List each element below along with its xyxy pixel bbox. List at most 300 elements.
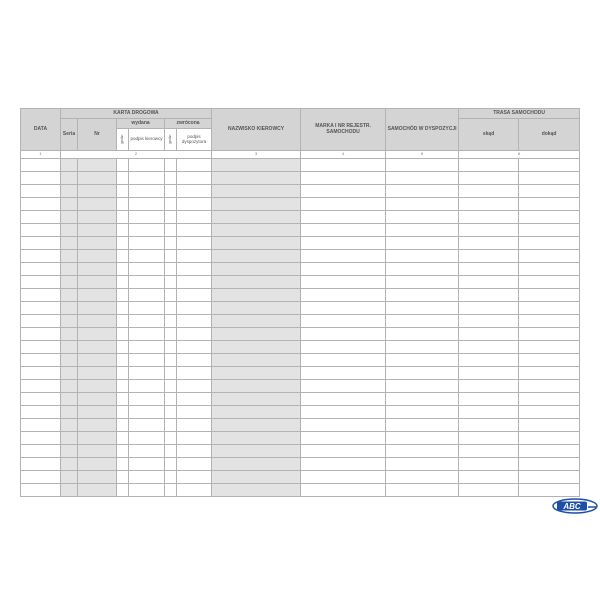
cell-nr[interactable] (78, 471, 117, 484)
cell-seria[interactable] (61, 432, 78, 445)
cell-nazwisko-kierowcy[interactable] (212, 432, 301, 445)
cell-nazwisko-kierowcy[interactable] (212, 471, 301, 484)
cell-seria[interactable] (61, 224, 78, 237)
cell-podpis-dyspozytora[interactable] (177, 237, 212, 250)
cell-godz-wydana[interactable] (117, 380, 129, 393)
cell-nr[interactable] (78, 419, 117, 432)
cell-podpis-dyspozytora[interactable] (177, 185, 212, 198)
cell-godz-zwrocona[interactable] (165, 198, 177, 211)
cell-dokad[interactable] (519, 484, 580, 497)
cell-dokad[interactable] (519, 276, 580, 289)
cell-samochod[interactable] (386, 263, 459, 276)
cell-godz-wydana[interactable] (117, 198, 129, 211)
cell-podpis-kierowcy[interactable] (129, 471, 165, 484)
cell-nr[interactable] (78, 341, 117, 354)
cell-nazwisko-kierowcy[interactable] (212, 354, 301, 367)
cell-data[interactable] (21, 250, 61, 263)
cell-samochod[interactable] (386, 341, 459, 354)
cell-nazwisko-kierowcy[interactable] (212, 458, 301, 471)
cell-samochod[interactable] (386, 458, 459, 471)
cell-podpis-dyspozytora[interactable] (177, 211, 212, 224)
cell-nazwisko-kierowcy[interactable] (212, 302, 301, 315)
cell-podpis-kierowcy[interactable] (129, 263, 165, 276)
cell-podpis-kierowcy[interactable] (129, 432, 165, 445)
cell-skad[interactable] (459, 471, 519, 484)
cell-marka[interactable] (301, 198, 386, 211)
cell-nr[interactable] (78, 393, 117, 406)
cell-samochod[interactable] (386, 328, 459, 341)
cell-samochod[interactable] (386, 393, 459, 406)
cell-samochod[interactable] (386, 406, 459, 419)
cell-godz-zwrocona[interactable] (165, 484, 177, 497)
cell-skad[interactable] (459, 484, 519, 497)
cell-dokad[interactable] (519, 250, 580, 263)
cell-nazwisko-kierowcy[interactable] (212, 419, 301, 432)
cell-godz-wydana[interactable] (117, 393, 129, 406)
cell-podpis-dyspozytora[interactable] (177, 393, 212, 406)
cell-podpis-dyspozytora[interactable] (177, 302, 212, 315)
cell-godz-wydana[interactable] (117, 354, 129, 367)
cell-godz-wydana[interactable] (117, 367, 129, 380)
cell-marka[interactable] (301, 328, 386, 341)
cell-seria[interactable] (61, 445, 78, 458)
cell-seria[interactable] (61, 185, 78, 198)
cell-podpis-dyspozytora[interactable] (177, 458, 212, 471)
cell-samochod[interactable] (386, 289, 459, 302)
cell-data[interactable] (21, 432, 61, 445)
cell-godz-zwrocona[interactable] (165, 302, 177, 315)
cell-marka[interactable] (301, 289, 386, 302)
cell-seria[interactable] (61, 458, 78, 471)
cell-seria[interactable] (61, 302, 78, 315)
cell-marka[interactable] (301, 276, 386, 289)
cell-seria[interactable] (61, 172, 78, 185)
cell-podpis-dyspozytora[interactable] (177, 159, 212, 172)
cell-godz-zwrocona[interactable] (165, 172, 177, 185)
cell-dokad[interactable] (519, 341, 580, 354)
cell-marka[interactable] (301, 224, 386, 237)
cell-dokad[interactable] (519, 159, 580, 172)
cell-data[interactable] (21, 289, 61, 302)
cell-skad[interactable] (459, 211, 519, 224)
cell-marka[interactable] (301, 211, 386, 224)
cell-podpis-kierowcy[interactable] (129, 302, 165, 315)
cell-marka[interactable] (301, 367, 386, 380)
cell-seria[interactable] (61, 250, 78, 263)
cell-podpis-kierowcy[interactable] (129, 211, 165, 224)
cell-nazwisko-kierowcy[interactable] (212, 328, 301, 341)
cell-skad[interactable] (459, 315, 519, 328)
cell-nazwisko-kierowcy[interactable] (212, 172, 301, 185)
cell-podpis-dyspozytora[interactable] (177, 172, 212, 185)
cell-skad[interactable] (459, 276, 519, 289)
cell-nazwisko-kierowcy[interactable] (212, 198, 301, 211)
cell-dokad[interactable] (519, 354, 580, 367)
cell-samochod[interactable] (386, 315, 459, 328)
cell-podpis-kierowcy[interactable] (129, 185, 165, 198)
cell-godz-zwrocona[interactable] (165, 458, 177, 471)
cell-nr[interactable] (78, 185, 117, 198)
cell-godz-zwrocona[interactable] (165, 263, 177, 276)
cell-godz-wydana[interactable] (117, 289, 129, 302)
cell-skad[interactable] (459, 393, 519, 406)
cell-dokad[interactable] (519, 367, 580, 380)
cell-marka[interactable] (301, 315, 386, 328)
cell-godz-zwrocona[interactable] (165, 445, 177, 458)
cell-podpis-kierowcy[interactable] (129, 393, 165, 406)
cell-marka[interactable] (301, 237, 386, 250)
cell-dokad[interactable] (519, 185, 580, 198)
cell-seria[interactable] (61, 406, 78, 419)
cell-podpis-dyspozytora[interactable] (177, 263, 212, 276)
cell-seria[interactable] (61, 237, 78, 250)
cell-data[interactable] (21, 328, 61, 341)
cell-nr[interactable] (78, 445, 117, 458)
cell-godz-wydana[interactable] (117, 419, 129, 432)
cell-podpis-kierowcy[interactable] (129, 237, 165, 250)
cell-data[interactable] (21, 315, 61, 328)
cell-godz-wydana[interactable] (117, 185, 129, 198)
cell-marka[interactable] (301, 159, 386, 172)
cell-godz-zwrocona[interactable] (165, 276, 177, 289)
cell-nazwisko-kierowcy[interactable] (212, 445, 301, 458)
cell-seria[interactable] (61, 289, 78, 302)
cell-godz-zwrocona[interactable] (165, 380, 177, 393)
cell-skad[interactable] (459, 328, 519, 341)
cell-podpis-kierowcy[interactable] (129, 159, 165, 172)
cell-dokad[interactable] (519, 211, 580, 224)
cell-godz-zwrocona[interactable] (165, 432, 177, 445)
cell-podpis-dyspozytora[interactable] (177, 276, 212, 289)
cell-godz-wydana[interactable] (117, 406, 129, 419)
cell-dokad[interactable] (519, 471, 580, 484)
cell-skad[interactable] (459, 185, 519, 198)
cell-nr[interactable] (78, 237, 117, 250)
cell-seria[interactable] (61, 393, 78, 406)
cell-seria[interactable] (61, 484, 78, 497)
cell-nazwisko-kierowcy[interactable] (212, 263, 301, 276)
cell-nr[interactable] (78, 315, 117, 328)
cell-samochod[interactable] (386, 471, 459, 484)
cell-podpis-dyspozytora[interactable] (177, 445, 212, 458)
cell-skad[interactable] (459, 380, 519, 393)
cell-skad[interactable] (459, 289, 519, 302)
cell-godz-zwrocona[interactable] (165, 250, 177, 263)
cell-data[interactable] (21, 276, 61, 289)
cell-marka[interactable] (301, 484, 386, 497)
cell-godz-zwrocona[interactable] (165, 289, 177, 302)
cell-data[interactable] (21, 341, 61, 354)
cell-skad[interactable] (459, 445, 519, 458)
cell-marka[interactable] (301, 419, 386, 432)
cell-nazwisko-kierowcy[interactable] (212, 393, 301, 406)
cell-godz-zwrocona[interactable] (165, 419, 177, 432)
cell-nr[interactable] (78, 159, 117, 172)
cell-dokad[interactable] (519, 406, 580, 419)
cell-godz-wydana[interactable] (117, 315, 129, 328)
cell-data[interactable] (21, 263, 61, 276)
cell-samochod[interactable] (386, 237, 459, 250)
cell-data[interactable] (21, 198, 61, 211)
cell-godz-wydana[interactable] (117, 445, 129, 458)
cell-nr[interactable] (78, 354, 117, 367)
cell-skad[interactable] (459, 367, 519, 380)
cell-godz-zwrocona[interactable] (165, 315, 177, 328)
cell-podpis-kierowcy[interactable] (129, 328, 165, 341)
cell-nr[interactable] (78, 484, 117, 497)
cell-skad[interactable] (459, 419, 519, 432)
cell-godz-zwrocona[interactable] (165, 159, 177, 172)
cell-nr[interactable] (78, 198, 117, 211)
cell-dokad[interactable] (519, 302, 580, 315)
cell-nazwisko-kierowcy[interactable] (212, 250, 301, 263)
cell-podpis-kierowcy[interactable] (129, 289, 165, 302)
cell-godz-wydana[interactable] (117, 250, 129, 263)
cell-skad[interactable] (459, 198, 519, 211)
cell-samochod[interactable] (386, 250, 459, 263)
cell-data[interactable] (21, 471, 61, 484)
cell-podpis-dyspozytora[interactable] (177, 198, 212, 211)
cell-podpis-dyspozytora[interactable] (177, 341, 212, 354)
cell-nazwisko-kierowcy[interactable] (212, 367, 301, 380)
cell-nazwisko-kierowcy[interactable] (212, 406, 301, 419)
cell-marka[interactable] (301, 172, 386, 185)
cell-nr[interactable] (78, 263, 117, 276)
cell-podpis-dyspozytora[interactable] (177, 419, 212, 432)
cell-godz-zwrocona[interactable] (165, 354, 177, 367)
cell-godz-zwrocona[interactable] (165, 393, 177, 406)
cell-podpis-dyspozytora[interactable] (177, 289, 212, 302)
cell-samochod[interactable] (386, 211, 459, 224)
cell-marka[interactable] (301, 263, 386, 276)
cell-podpis-kierowcy[interactable] (129, 224, 165, 237)
cell-data[interactable] (21, 419, 61, 432)
cell-godz-wydana[interactable] (117, 224, 129, 237)
cell-godz-zwrocona[interactable] (165, 341, 177, 354)
cell-podpis-kierowcy[interactable] (129, 198, 165, 211)
cell-seria[interactable] (61, 263, 78, 276)
cell-podpis-dyspozytora[interactable] (177, 224, 212, 237)
cell-data[interactable] (21, 458, 61, 471)
cell-skad[interactable] (459, 406, 519, 419)
cell-samochod[interactable] (386, 484, 459, 497)
cell-podpis-dyspozytora[interactable] (177, 471, 212, 484)
cell-podpis-kierowcy[interactable] (129, 380, 165, 393)
cell-podpis-kierowcy[interactable] (129, 484, 165, 497)
cell-samochod[interactable] (386, 367, 459, 380)
cell-seria[interactable] (61, 159, 78, 172)
cell-godz-zwrocona[interactable] (165, 367, 177, 380)
cell-skad[interactable] (459, 354, 519, 367)
cell-podpis-dyspozytora[interactable] (177, 380, 212, 393)
cell-samochod[interactable] (386, 172, 459, 185)
cell-samochod[interactable] (386, 445, 459, 458)
cell-podpis-dyspozytora[interactable] (177, 250, 212, 263)
cell-marka[interactable] (301, 393, 386, 406)
cell-godz-wydana[interactable] (117, 471, 129, 484)
cell-dokad[interactable] (519, 172, 580, 185)
cell-seria[interactable] (61, 211, 78, 224)
cell-godz-wydana[interactable] (117, 302, 129, 315)
cell-godz-wydana[interactable] (117, 341, 129, 354)
cell-samochod[interactable] (386, 198, 459, 211)
cell-podpis-kierowcy[interactable] (129, 276, 165, 289)
cell-dokad[interactable] (519, 445, 580, 458)
cell-marka[interactable] (301, 471, 386, 484)
cell-seria[interactable] (61, 315, 78, 328)
cell-marka[interactable] (301, 354, 386, 367)
cell-nr[interactable] (78, 276, 117, 289)
cell-godz-wydana[interactable] (117, 172, 129, 185)
cell-skad[interactable] (459, 263, 519, 276)
cell-nr[interactable] (78, 211, 117, 224)
cell-godz-wydana[interactable] (117, 458, 129, 471)
cell-dokad[interactable] (519, 224, 580, 237)
cell-data[interactable] (21, 380, 61, 393)
cell-marka[interactable] (301, 250, 386, 263)
cell-marka[interactable] (301, 185, 386, 198)
cell-nr[interactable] (78, 380, 117, 393)
cell-nr[interactable] (78, 458, 117, 471)
cell-nazwisko-kierowcy[interactable] (212, 276, 301, 289)
cell-dokad[interactable] (519, 263, 580, 276)
cell-data[interactable] (21, 211, 61, 224)
cell-godz-zwrocona[interactable] (165, 237, 177, 250)
cell-podpis-dyspozytora[interactable] (177, 406, 212, 419)
cell-marka[interactable] (301, 380, 386, 393)
cell-nr[interactable] (78, 289, 117, 302)
cell-nr[interactable] (78, 172, 117, 185)
cell-data[interactable] (21, 367, 61, 380)
cell-data[interactable] (21, 172, 61, 185)
cell-samochod[interactable] (386, 159, 459, 172)
cell-data[interactable] (21, 302, 61, 315)
cell-podpis-dyspozytora[interactable] (177, 432, 212, 445)
cell-godz-zwrocona[interactable] (165, 406, 177, 419)
cell-podpis-kierowcy[interactable] (129, 354, 165, 367)
cell-nazwisko-kierowcy[interactable] (212, 484, 301, 497)
cell-podpis-kierowcy[interactable] (129, 445, 165, 458)
cell-dokad[interactable] (519, 432, 580, 445)
cell-podpis-dyspozytora[interactable] (177, 484, 212, 497)
cell-samochod[interactable] (386, 276, 459, 289)
cell-skad[interactable] (459, 341, 519, 354)
cell-dokad[interactable] (519, 289, 580, 302)
cell-skad[interactable] (459, 224, 519, 237)
cell-data[interactable] (21, 393, 61, 406)
cell-samochod[interactable] (386, 185, 459, 198)
cell-data[interactable] (21, 406, 61, 419)
cell-dokad[interactable] (519, 458, 580, 471)
cell-marka[interactable] (301, 406, 386, 419)
cell-nazwisko-kierowcy[interactable] (212, 185, 301, 198)
cell-godz-wydana[interactable] (117, 276, 129, 289)
cell-nr[interactable] (78, 367, 117, 380)
cell-podpis-dyspozytora[interactable] (177, 315, 212, 328)
cell-godz-wydana[interactable] (117, 484, 129, 497)
cell-seria[interactable] (61, 328, 78, 341)
cell-dokad[interactable] (519, 380, 580, 393)
cell-godz-wydana[interactable] (117, 159, 129, 172)
cell-marka[interactable] (301, 341, 386, 354)
cell-godz-wydana[interactable] (117, 211, 129, 224)
cell-nazwisko-kierowcy[interactable] (212, 380, 301, 393)
cell-seria[interactable] (61, 419, 78, 432)
cell-data[interactable] (21, 159, 61, 172)
cell-podpis-kierowcy[interactable] (129, 458, 165, 471)
cell-data[interactable] (21, 185, 61, 198)
cell-nr[interactable] (78, 302, 117, 315)
cell-samochod[interactable] (386, 419, 459, 432)
cell-godz-zwrocona[interactable] (165, 211, 177, 224)
cell-data[interactable] (21, 445, 61, 458)
cell-marka[interactable] (301, 445, 386, 458)
cell-nazwisko-kierowcy[interactable] (212, 224, 301, 237)
cell-data[interactable] (21, 224, 61, 237)
cell-samochod[interactable] (386, 380, 459, 393)
cell-dokad[interactable] (519, 393, 580, 406)
cell-dokad[interactable] (519, 198, 580, 211)
cell-data[interactable] (21, 237, 61, 250)
cell-podpis-kierowcy[interactable] (129, 250, 165, 263)
cell-seria[interactable] (61, 367, 78, 380)
cell-seria[interactable] (61, 471, 78, 484)
cell-skad[interactable] (459, 302, 519, 315)
cell-podpis-kierowcy[interactable] (129, 419, 165, 432)
cell-nazwisko-kierowcy[interactable] (212, 159, 301, 172)
cell-seria[interactable] (61, 380, 78, 393)
cell-godz-zwrocona[interactable] (165, 471, 177, 484)
cell-nazwisko-kierowcy[interactable] (212, 289, 301, 302)
cell-seria[interactable] (61, 354, 78, 367)
cell-nazwisko-kierowcy[interactable] (212, 315, 301, 328)
cell-data[interactable] (21, 484, 61, 497)
cell-marka[interactable] (301, 458, 386, 471)
cell-samochod[interactable] (386, 302, 459, 315)
cell-dokad[interactable] (519, 328, 580, 341)
cell-nr[interactable] (78, 328, 117, 341)
cell-nr[interactable] (78, 250, 117, 263)
cell-nr[interactable] (78, 406, 117, 419)
cell-nr[interactable] (78, 432, 117, 445)
cell-marka[interactable] (301, 302, 386, 315)
cell-marka[interactable] (301, 432, 386, 445)
cell-dokad[interactable] (519, 419, 580, 432)
cell-nazwisko-kierowcy[interactable] (212, 211, 301, 224)
cell-godz-wydana[interactable] (117, 432, 129, 445)
cell-skad[interactable] (459, 458, 519, 471)
cell-dokad[interactable] (519, 315, 580, 328)
cell-nazwisko-kierowcy[interactable] (212, 341, 301, 354)
cell-podpis-kierowcy[interactable] (129, 367, 165, 380)
cell-skad[interactable] (459, 237, 519, 250)
cell-godz-wydana[interactable] (117, 328, 129, 341)
cell-samochod[interactable] (386, 224, 459, 237)
cell-samochod[interactable] (386, 432, 459, 445)
cell-dokad[interactable] (519, 237, 580, 250)
cell-podpis-dyspozytora[interactable] (177, 328, 212, 341)
cell-godz-wydana[interactable] (117, 263, 129, 276)
cell-seria[interactable] (61, 276, 78, 289)
cell-podpis-kierowcy[interactable] (129, 406, 165, 419)
cell-skad[interactable] (459, 159, 519, 172)
cell-podpis-kierowcy[interactable] (129, 172, 165, 185)
cell-skad[interactable] (459, 172, 519, 185)
cell-godz-zwrocona[interactable] (165, 328, 177, 341)
cell-data[interactable] (21, 354, 61, 367)
cell-godz-wydana[interactable] (117, 237, 129, 250)
cell-skad[interactable] (459, 432, 519, 445)
